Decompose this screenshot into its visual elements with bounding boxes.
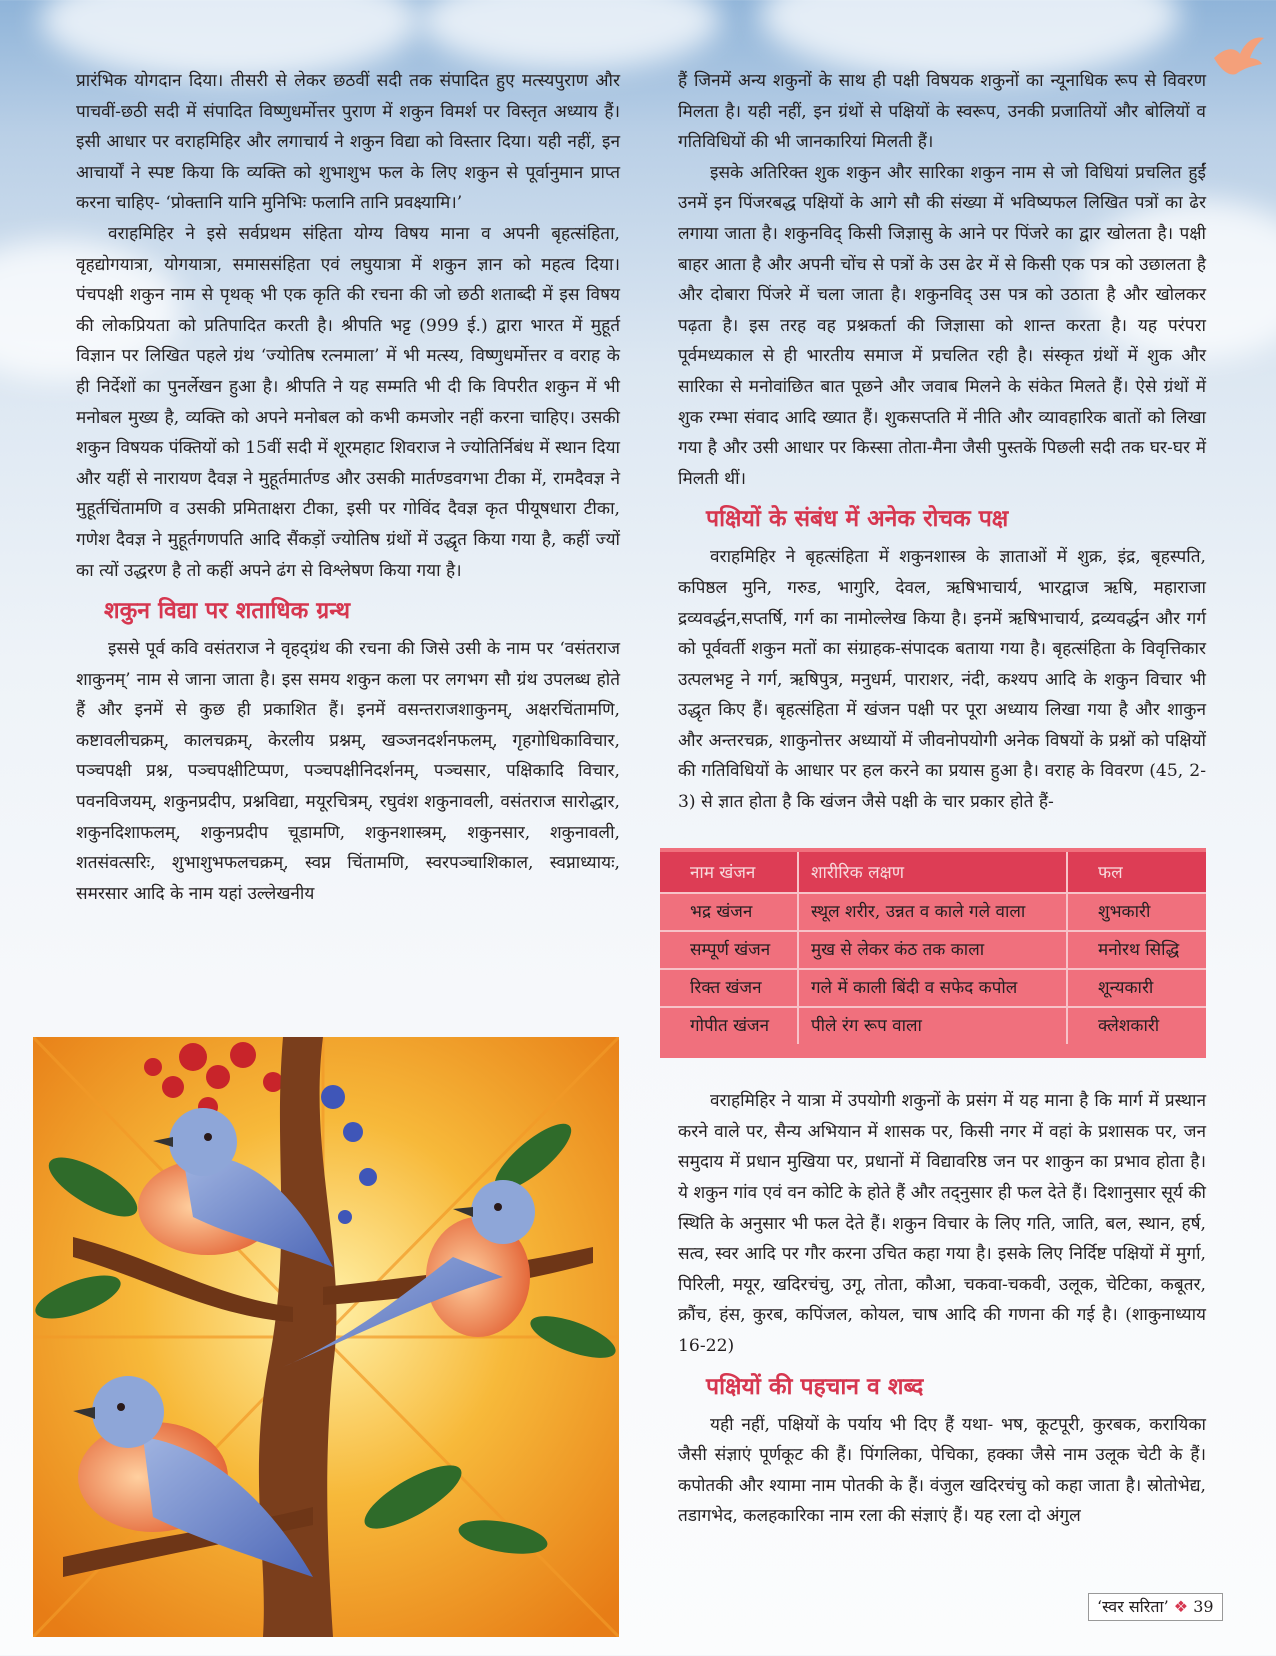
table-cell: स्थूल शरीर, उन्नत व काले गले वाला <box>798 893 1067 931</box>
paragraph: वराहमिहिर ने बृहत्संहिता में शकुनशास्त्र के ज्ञाताओं में शुक्र, इंद्र, बृहस्पति, कपिष्ठल मुनि, गरुड, भागुरि, देवल, ऋषिभाचार्य, भारद्वाज ऋषि, महाराजा द्रव्यवर्द्धन,सप्तर्षि, गर्ग का नामोल्लेख किया है। इनमें ऋषिभाचार्य, द्रव्यवर्द्धन और गर्ग को पूर्ववर्ती शकुन मतों का संग्राहक-संपादक बताया गया है। बृहत्संहिता के विवृत्तिकार उत्पलभट्ट ने गर्ग, ऋषिपुत्र, मनुधर्म, पाराशर, नंदी, कश्यप आदि के शकुन विचार भी उद्धृत किए हैं। बृहत्संहिता में खंजन पक्षी पर पूरा अध्याय लिखा गया है और शाकुन और अन्तरचक्र, शाकुनोत्तर अध्यायों में जीवनोपयोगी अनेक विषयों के प्रश्नों को पक्षियों की गतिविधियों के आधार पर हल करने का प्रयास हुआ है। वराह के विवरण (45, 2-3) से ज्ञात होता है कि खंजन जैसे पक्षी के चार प्रकार होते हैं- <box>678 547 1206 813</box>
table-cell: शून्यकारी <box>1067 969 1206 1007</box>
page-footer <box>1088 1593 1223 1621</box>
paragraph: इससे पूर्व कवि वसंतराज ने वृहद्ग्रंथ की रचना की जिसे उसी के नाम पर ‘वसंतराज शाकुनम्’ नाम से जाना जाता है। इस समय शकुन कला पर लगभग सौ ग्रंथ उपलब्ध होते हैं और इनमें से कुछ ही प्रकाशित हैं। इनमें वसन्तराजशाकुनम्, अक्षरचिंतामणि, कष्टावलीचक्रम्, कालचक्रम्, केरलीय प्रश्नम्, खञ्जनदर्शनफलम्, गृहगोधिकाविचार, पञ्चपक्षी प्रश्न, पञ्चपक्षीटिप्पण, पञ्चपक्षीनिदर्शनम्, पञ्चसार, पक्षिकादि विचार, पवनविजयम्, शकुनप्रदीप, प्रश्नविद्या, मयूरचित्रम्, रघुवंश शकुनावली, वसंतराज सारोद्धार, शकुनदिशाफलम्, शकुनप्रदीप चूडामणि, शकुनशास्त्रम्, शकुनसार, शकुनावली, शतसंवत्सरिः, शुभाशुभफलचक्रम्, स्वप्न चिंतामणि, स्वरपञ्चाशिकाल, स्वप्नाध्यायः, समरसार आदि के नाम यहां उल्लेखनीय <box>76 639 620 904</box>
page-number: 39 <box>1193 1597 1214 1616</box>
paragraph: इसके अतिरिक्त शुक शकुन और सारिका शकुन नाम से जो विधियां प्रचलित हुईं उनमें इन पिंजरबद्ध पक्षियों के आगे सौ की संख्या में भविष्यफल लिखित पत्रों का ढेर लगाया जाता है। शकुनविद् किसी जिज्ञासु के आने पर पिंजरे का द्वार खोलता है। पक्षी बाहर आता है और अपनी चोंच से पत्रों के उस ढेर में से किसी एक पत्र को उछालता है और दोबारा पिंजरे में चला जाता है। शकुनविद् उस पत्र को उठाता है और खोलकर पढ़ता है। इस तरह वह प्रश्नकर्ता की जिज्ञासा को शान्त करता है। यह परंपरा पूर्वमध्यकाल से ही भारतीय समाज में प्रचलित रही है। संस्कृत ग्रंथों में शुक और सारिका से मनोवांछित बात पूछने और जवाब मिलने के संकेत मिलते हैं। ऐसे ग्रंथों में शुक रम्भा संवाद आदि ख्यात हैं। शुकसप्तति में नीति और व्यावहारिक बातों को लिखा गया है और उसी आधार पर किस्सा तोता-मैना जैसी पुस्तकें पिछली सदी तक घर-घर में मिलती थीं। <box>678 162 1206 489</box>
khanjan-table <box>660 848 1206 1059</box>
right-column <box>678 66 1206 1532</box>
bird-logo-icon <box>1206 28 1266 88</box>
paragraph: वराहमिहिर ने यात्रा में उपयोगी शकुनों के प्रसंग में यह माना है कि मार्ग में प्रस्थान करने वाले पर, सैन्य अभियान में शासक पर, किसी नगर में वहां के प्रशासक पर, जन समुदाय में प्रधान मुखिया पर, प्रधानों में विद्यावरिष्ठ जन पर शाकुन का प्रभाव होता है। ये शकुन गांव एवं वन कोटि के होते हैं और तद्नुसार ही फल देते हैं। दिशानुसार सूर्य की स्थिति के अनुसार भी फल देते हैं। शकुन विचार के लिए गति, जाति, बल, स्थान, हर्ष, सत्व, स्वर आदि पर गौर करना उचित कहा गया है। इसके लिए निर्दिष्ट पक्षियों में मुर्गा, पिरिली, मयूर, खदिरचंचु, उगू, तोता, कौआ, चकवा-चकवी, उलूक, चेटिका, कबूतर, क्रौंच, हंस, कुरब, कपिंजल, कोयल, चाष आदि की गणना की गई है। (शाकुनाध्याय 16-22) <box>678 1091 1206 1356</box>
table-cell: मुख से लेकर कंठ तक काला <box>798 931 1067 969</box>
section-heading: पक्षियों के संबंध में अनेक रोचक पक्ष <box>706 506 1009 533</box>
table-cell: गले में काली बिंदी व सफेद कपोल <box>798 969 1067 1007</box>
paragraph: हैं जिनमें अन्य शकुनों के साथ ही पक्षी विषयक शकुनों का न्यूनाधिक रूप से विवरण मिलता है। यही नहीं, इन ग्रंथों से पक्षियों के स्वरूप, उनकी प्रजातियों और बोलियों व गतिविधियों की भी जानकारियां मिलती हैं। <box>678 71 1206 153</box>
table-header: फल <box>1067 852 1206 894</box>
bird-painting-image <box>33 1037 619 1637</box>
table-row <box>660 931 1206 969</box>
magazine-name: ‘स्वर सरिता’ <box>1097 1597 1169 1616</box>
table-cell: पीले रंग रूप वाला <box>798 1007 1067 1044</box>
table-cell: शुभकारी <box>1067 893 1206 931</box>
table-header: शारीरिक लक्षण <box>798 852 1067 894</box>
table-cell: गोपीत खंजन <box>660 1007 798 1044</box>
paragraph: प्रारंभिक योगदान दिया। तीसरी से लेकर छठवीं सदी तक संपादित हुए मत्स्यपुराण और पाचवीं-छठी सदी में संपादित विष्णुधर्मोत्तर पुराण में शकुन विमर्श पर विस्तृत अध्याय हैं। इसी आधार पर वराहमिहिर और लगाचार्य ने शकुन विद्या को विस्तार दिया। यही नहीं, इन आचार्यों ने स्पष्ट किया कि व्यक्ति को शुभाशुभ फल के लिए शकुन से पूर्वानुमान प्राप्त करना चाहिए- ‘प्रोक्तानि यानि मुनिभिः फलानि तानि प्रवक्ष्यामि।’ <box>76 71 620 214</box>
table-header-row <box>660 852 1206 894</box>
section-heading: पक्षियों की पहचान व शब्द <box>706 1373 924 1400</box>
paragraph: वराहमिहिर ने इसे सर्वप्रथम संहिता योग्य विषय माना व अपनी बृहत्संहिता, वृहद्योगयात्रा, योगयात्रा, समाससंहिता एवं लघुयात्रा में शकुन ज्ञान को महत्व दिया। पंचपक्षी शकुन नाम से पृथक् भी एक कृति की रचना की जो छठी शताब्दी में इस विषय की लोकप्रियता को प्रतिपादित करती है। श्रीपति भट्ट (999 ई.) द्वारा भारत में मुहूर्त विज्ञान पर लिखित पहले ग्रंथ ‘ज्योतिष रत्नमाला’ में भी मत्स्य, विष्णुधर्मोत्तर व वराह के ही निर्देशों का पुनर्लेखन हुआ है। श्रीपति ने यह सम्मति भी दी कि विपरीत शकुन में भी मनोबल मुख्य है, व्यक्ति को अपने मनोबल को कभी कमजोर नहीं करना चाहिए। उसकी शकुन विषयक पंक्तियों को 15वीं सदी में शूरमहाट शिवराज ने ज्योतिर्निबंध में स्थान दिया और यहीं से नारायण दैवज्ञ ने मुहूर्तमार्तण्ड और उसकी मार्तण्डवगभा टीका में, रामदैवज्ञ ने मुहूर्तचिंतामणि व उसकी प्रमिताक्षरा टीका, इसी पर गोविंद दैवज्ञ कृत पीयूषधारा टीका, गणेश दैवज्ञ ने मुहूर्तगणपति आदि सैंकड़ों ज्योतिष ग्रंथों में उद्धृत किया गया है, कहीं ज्यों का त्यों उद्धरण है तो कहीं अपने ढंग से विश्लेषण किया गया है। <box>76 223 620 581</box>
table-header: नाम खंजन <box>660 852 798 894</box>
section-heading: शकुन विद्या पर शताधिक ग्रन्थ <box>104 598 351 625</box>
table-row <box>660 893 1206 931</box>
table-cell: मनोरथ सिद्धि <box>1067 931 1206 969</box>
diamond-icon: ❖ <box>1173 1597 1189 1616</box>
left-column <box>76 66 620 909</box>
table-cell: रिक्त खंजन <box>660 969 798 1007</box>
table-row <box>660 1007 1206 1044</box>
paragraph: यही नहीं, पक्षियों के पर्याय भी दिए हैं यथा- भष, कूटपूरी, कुरबक, करायिका जैसी संज्ञाएं पूर्णकूट की हैं। पिंगलिका, पेचिका, हक्का जैसे नाम उलूक चेटी के हैं। कपोतकी और श्यामा नाम पोतकी के हैं। वंजुल खदिरचंचु को कहा जाता है। स्रोतोभेद्य, तडागभेद, कलहकारिका नाम रला की संज्ञाएं हैं। यह रला दो अंगुल <box>678 1414 1206 1527</box>
table-cell: भद्र खंजन <box>660 893 798 931</box>
table-cell: क्लेशकारी <box>1067 1007 1206 1044</box>
table-row <box>660 969 1206 1007</box>
table-cell: सम्पूर्ण खंजन <box>660 931 798 969</box>
